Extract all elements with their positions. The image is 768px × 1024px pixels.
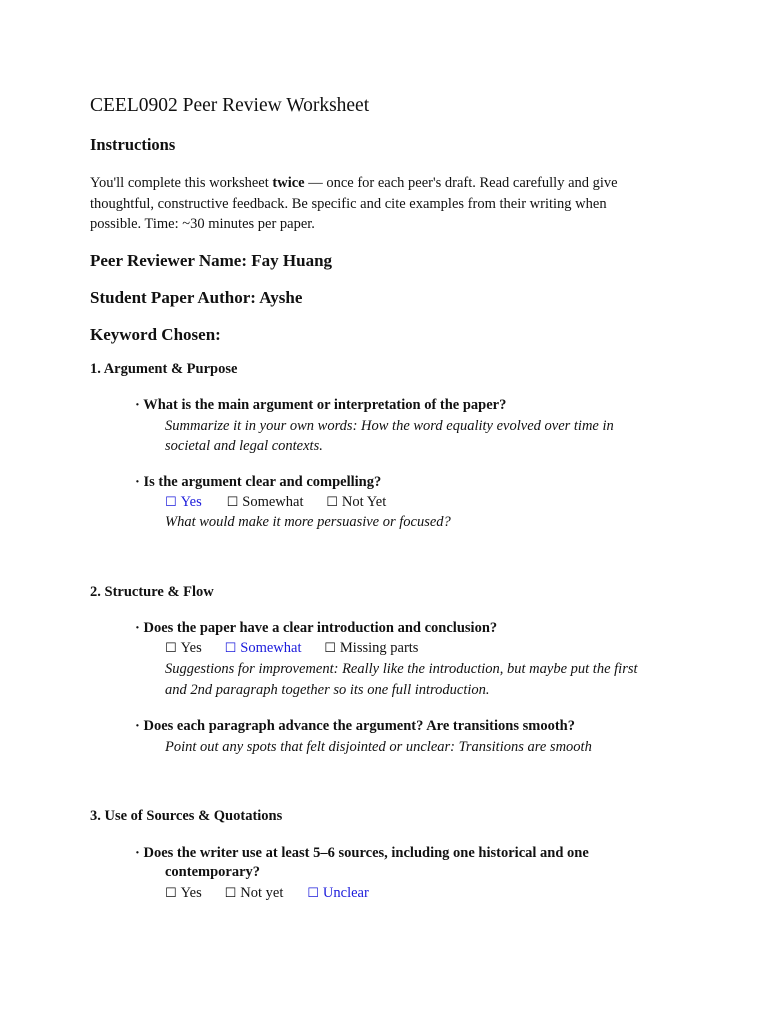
bullet-glyph: · (135, 718, 140, 734)
option-label: Not yet (240, 885, 284, 901)
option-yes[interactable] (165, 885, 221, 902)
section-heading-sources: 3. Use of Sources & Quotations (90, 808, 283, 824)
option-yes[interactable] (165, 640, 221, 657)
option-somewhat[interactable] (225, 640, 321, 657)
answer-line: and 2nd paragraph together so its one full introduction. (165, 682, 490, 698)
question-main-argument (135, 397, 506, 414)
option-not-yet[interactable] (225, 885, 304, 902)
instructions-paragraph (90, 173, 650, 235)
option-label: Yes (180, 640, 202, 656)
bullet-glyph: · (135, 474, 140, 490)
checkbox-icon: ☐ (307, 886, 319, 901)
checkbox-icon: ☐ (224, 886, 237, 901)
answer-line: Summarize it in your own words: How the word equality evolved over time in (165, 418, 614, 434)
question-paragraph-transitions (135, 718, 575, 735)
options-sources-count (165, 885, 369, 902)
question-text: Does each paragraph advance the argument? Are transitions smooth? (143, 718, 575, 734)
option-label: Somewhat (242, 494, 304, 510)
option-label: Yes (180, 885, 202, 901)
checkbox-icon: ☐ (165, 641, 177, 656)
instructions-text-before: You'll complete this worksheet (90, 175, 273, 191)
checkbox-icon: ☐ (324, 641, 336, 656)
option-not-yet[interactable] (326, 494, 386, 511)
followup-prompt: What would make it more persuasive or focused? (165, 514, 451, 530)
question-text: Is the argument clear and compelling? (143, 474, 382, 490)
question-intro-conclusion (135, 620, 497, 637)
option-unclear[interactable] (307, 885, 369, 902)
peer-reviewer-name: Peer Reviewer Name: Fay Huang (90, 251, 333, 270)
options-intro-conclusion (165, 640, 418, 657)
bullet-glyph: · (135, 397, 140, 413)
bullet-glyph: · (135, 620, 140, 636)
question-sources-count (135, 845, 589, 862)
checkbox-icon: ☐ (165, 495, 177, 510)
answer-line: societal and legal contexts. (165, 438, 323, 454)
section-heading-structure: 2. Structure & Flow (90, 584, 214, 600)
checkbox-icon: ☐ (165, 886, 177, 901)
option-label: Yes (180, 494, 202, 510)
instructions-text-bold: twice (272, 175, 305, 191)
option-label: Unclear (322, 885, 369, 901)
question-argument-clear (135, 474, 381, 491)
option-label: Not Yet (341, 494, 387, 510)
option-label: Missing parts (339, 640, 419, 656)
answer-line: Point out any spots that felt disjointed or unclear: Transitions are smooth (165, 739, 592, 755)
instructions-heading: Instructions (90, 135, 176, 154)
option-somewhat[interactable] (227, 494, 323, 511)
option-yes[interactable] (165, 494, 223, 511)
document-title: CEEL0902 Peer Review Worksheet (90, 95, 370, 116)
answer-line: Suggestions for improvement: Really like the introduction, but maybe put the first (165, 661, 638, 677)
checkbox-icon: ☐ (326, 495, 338, 510)
student-paper-author: Student Paper Author: Ayshe (90, 288, 303, 307)
bullet-glyph: · (135, 845, 140, 861)
section-heading-argument: 1. Argument & Purpose (90, 361, 238, 377)
option-label: Somewhat (240, 640, 302, 656)
question-text: What is the main argument or interpretation of the paper? (143, 397, 507, 413)
question-text: Does the writer use at least 5–6 sources, including one historical and one (143, 845, 589, 861)
checkbox-icon: ☐ (226, 495, 239, 510)
option-missing-parts[interactable] (324, 640, 418, 657)
instructions-text-after: — once for each peer's draft. Read carefully and give thoughtful, constructive feedback. Be specific and cite examples from their writing when possible. Time: ~30 minutes per paper. (90, 175, 618, 232)
options-argument-clear (165, 494, 386, 511)
question-text-continued: contemporary? (165, 864, 261, 880)
keyword-chosen: Keyword Chosen: (90, 325, 221, 344)
checkbox-icon: ☐ (224, 641, 237, 656)
question-text: Does the paper have a clear introduction and conclusion? (143, 620, 498, 636)
